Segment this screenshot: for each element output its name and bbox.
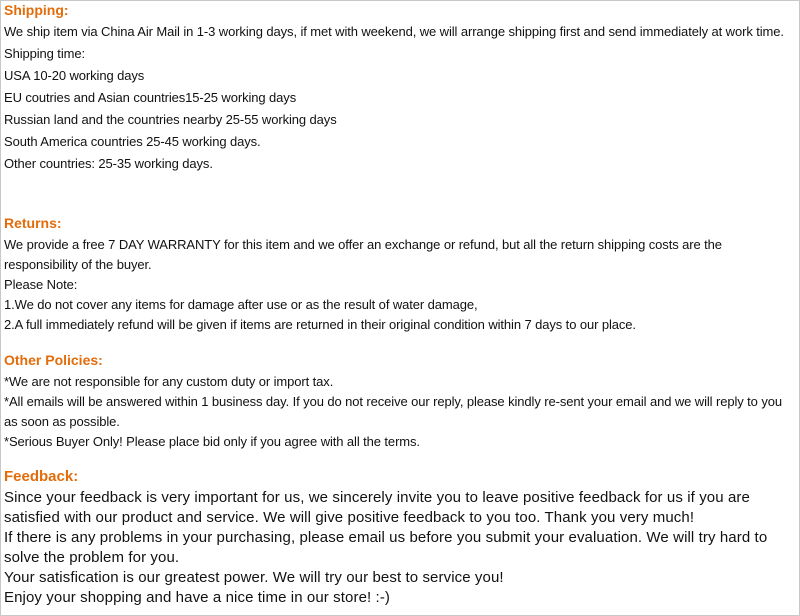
shipping-line: EU coutries and Asian countries15-25 working days — [4, 90, 297, 105]
returns-line: responsibility of the buyer. — [4, 257, 152, 272]
feedback-line: solve the problem for you. — [4, 549, 180, 566]
policies-line: *All emails will be answered within 1 business day. If you do not receive our reply, please kindly re-sent your email and we will reply to you — [4, 394, 782, 409]
shipping-line: Shipping time: — [4, 46, 85, 61]
returns-line: 1.We do not cover any items for damage after use or as the result of water damage, — [4, 297, 478, 312]
returns-line: Please Note: — [4, 277, 78, 292]
shipping-line: South America countries 25-45 working days. — [4, 134, 261, 149]
policies-line: *We are not responsible for any custom duty or import tax. — [4, 374, 334, 389]
returns-line: We provide a free 7 DAY WARRANTY for this item and we offer an exchange or refund, but all the return shipping costs are the — [4, 237, 722, 252]
shipping-line: USA 10-20 working days — [4, 68, 145, 83]
shipping-line: Russian land and the countries nearby 25-55 working days — [4, 112, 337, 127]
policies-heading: Other Policies: — [4, 352, 103, 368]
feedback-heading: Feedback: — [4, 468, 79, 485]
policies-line: as soon as possible. — [4, 414, 120, 429]
shipping-heading: Shipping: — [4, 2, 69, 18]
shipping-line: We ship item via China Air Mail in 1-3 working days, if met with weekend, we will arrange shipping first and send immediately at work time. — [4, 24, 784, 39]
feedback-line: Your satisfication is our greatest power. We will try our best to service you! — [4, 569, 504, 586]
feedback-line: Enjoy your shopping and have a nice time in our store! :-) — [4, 589, 391, 606]
feedback-line: If there is any problems in your purchasing, please email us before you submit your evaluation. We will try hard to — [4, 529, 768, 546]
feedback-line: Since your feedback is very important for us, we sincerely invite you to leave positive feedback for us if you are — [4, 489, 750, 506]
policies-line: *Serious Buyer Only! Please place bid only if you agree with all the terms. — [4, 434, 420, 449]
shipping-line: Other countries: 25-35 working days. — [4, 156, 213, 171]
returns-heading: Returns: — [4, 215, 62, 231]
feedback-line: satisfied with our product and service. We will give positive feedback to you too. Thank you very much! — [4, 509, 695, 526]
returns-line: 2.A full immediately refund will be given if items are returned in their original condition within 7 days to our place. — [4, 317, 636, 332]
